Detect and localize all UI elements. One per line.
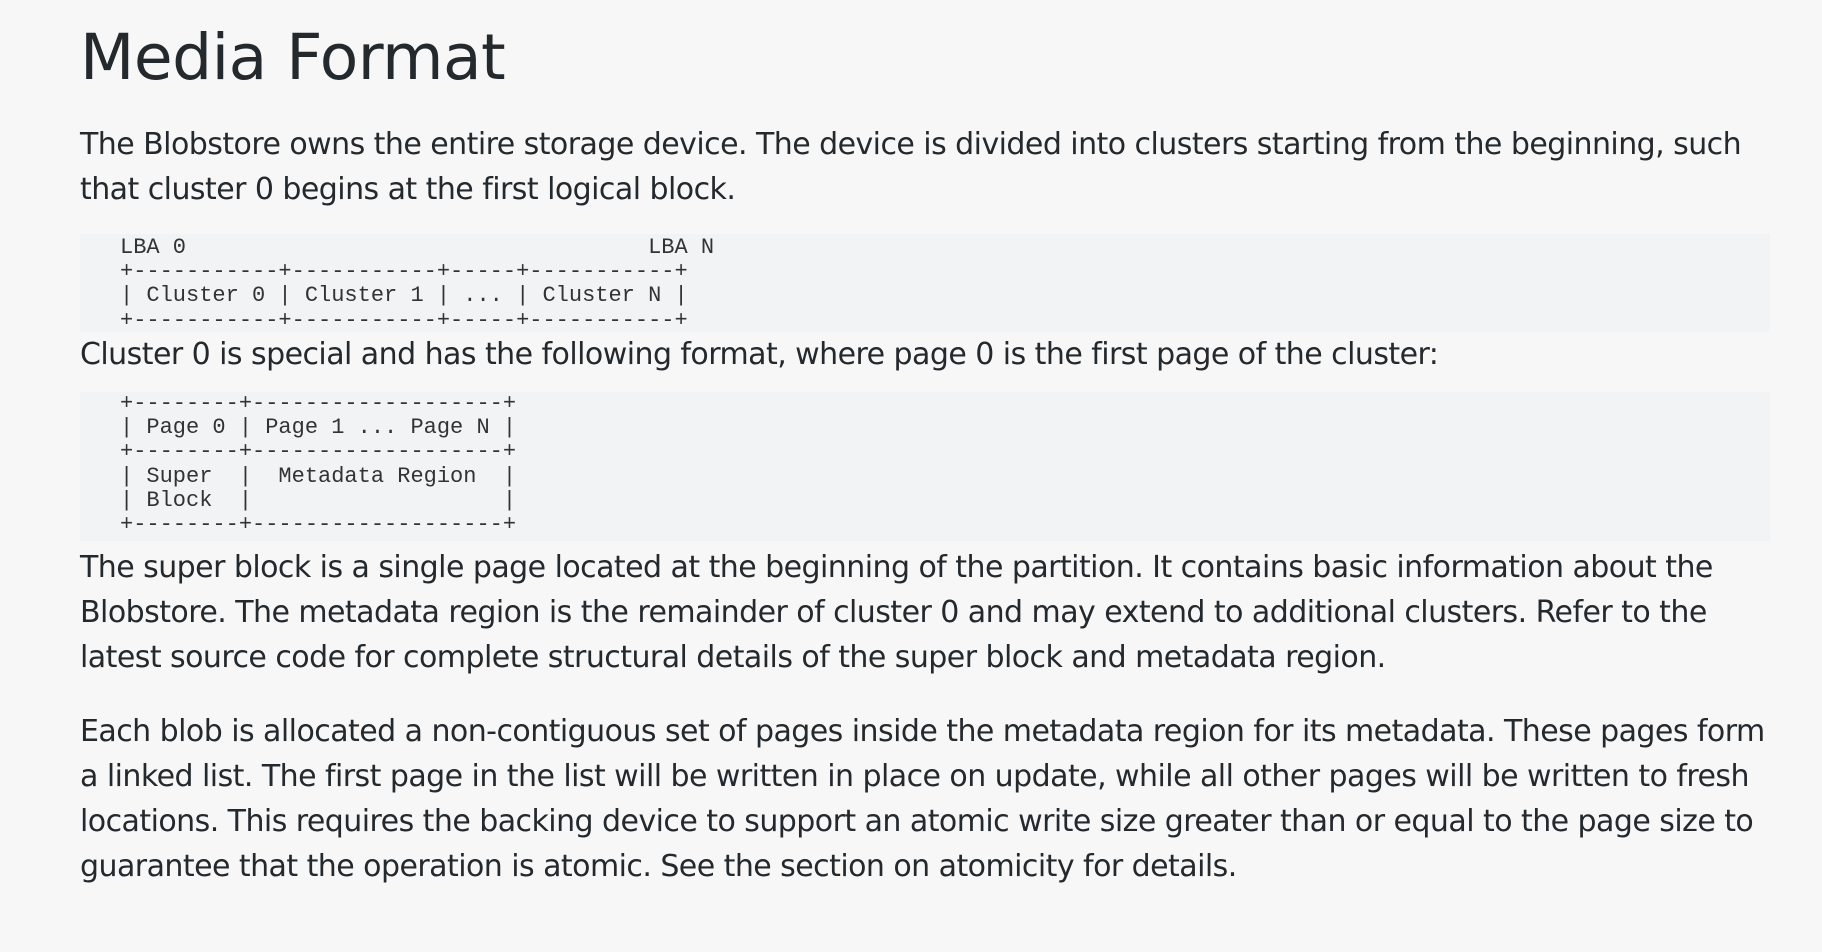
cluster0-page-diagram: +--------+-------------------+ | Page 0 | Page 1 ... Page N | +--------+-------------------+ | Super | Metadata Region | | Block | | +--------+-------------------+ bbox=[80, 392, 1770, 541]
cluster0-paragraph: Cluster 0 is special and has the following format, where page 0 is the first page of the cluster: bbox=[80, 337, 1439, 372]
page-title: Media Format bbox=[80, 21, 506, 94]
blob-metadata-paragraph: Each blob is allocated a non-contiguous set of pages inside the metadata region for its metadata. These pages form a linked list. The first page in the list will be written in place on update, while all other pages will be written to fresh locations. This requires the backing device to support an atomic write size greater than or equal to the page size to guarantee that the operation is atomic. See the section on atomicity for details. bbox=[80, 714, 1765, 884]
lba-cluster-diagram: LBA 0 LBA N +-----------+-----------+-----+-----------+ | Cluster 0 | Cluster 1 | ... | Cluster N | +-----------+-----------+-----+-----------+ bbox=[80, 234, 1770, 332]
document-content bbox=[80, 0, 1770, 889]
superblock-paragraph: The super block is a single page located at the beginning of the partition. It contains basic information about the Blobstore. The metadata region is the remainder of cluster 0 and may extend to additional clusters. Refer to the latest source code for complete structural details of the super block and metadata region. bbox=[80, 550, 1713, 675]
intro-paragraph: The Blobstore owns the entire storage device. The device is divided into clusters starting from the beginning, such that cluster 0 begins at the first logical block. bbox=[80, 127, 1742, 207]
